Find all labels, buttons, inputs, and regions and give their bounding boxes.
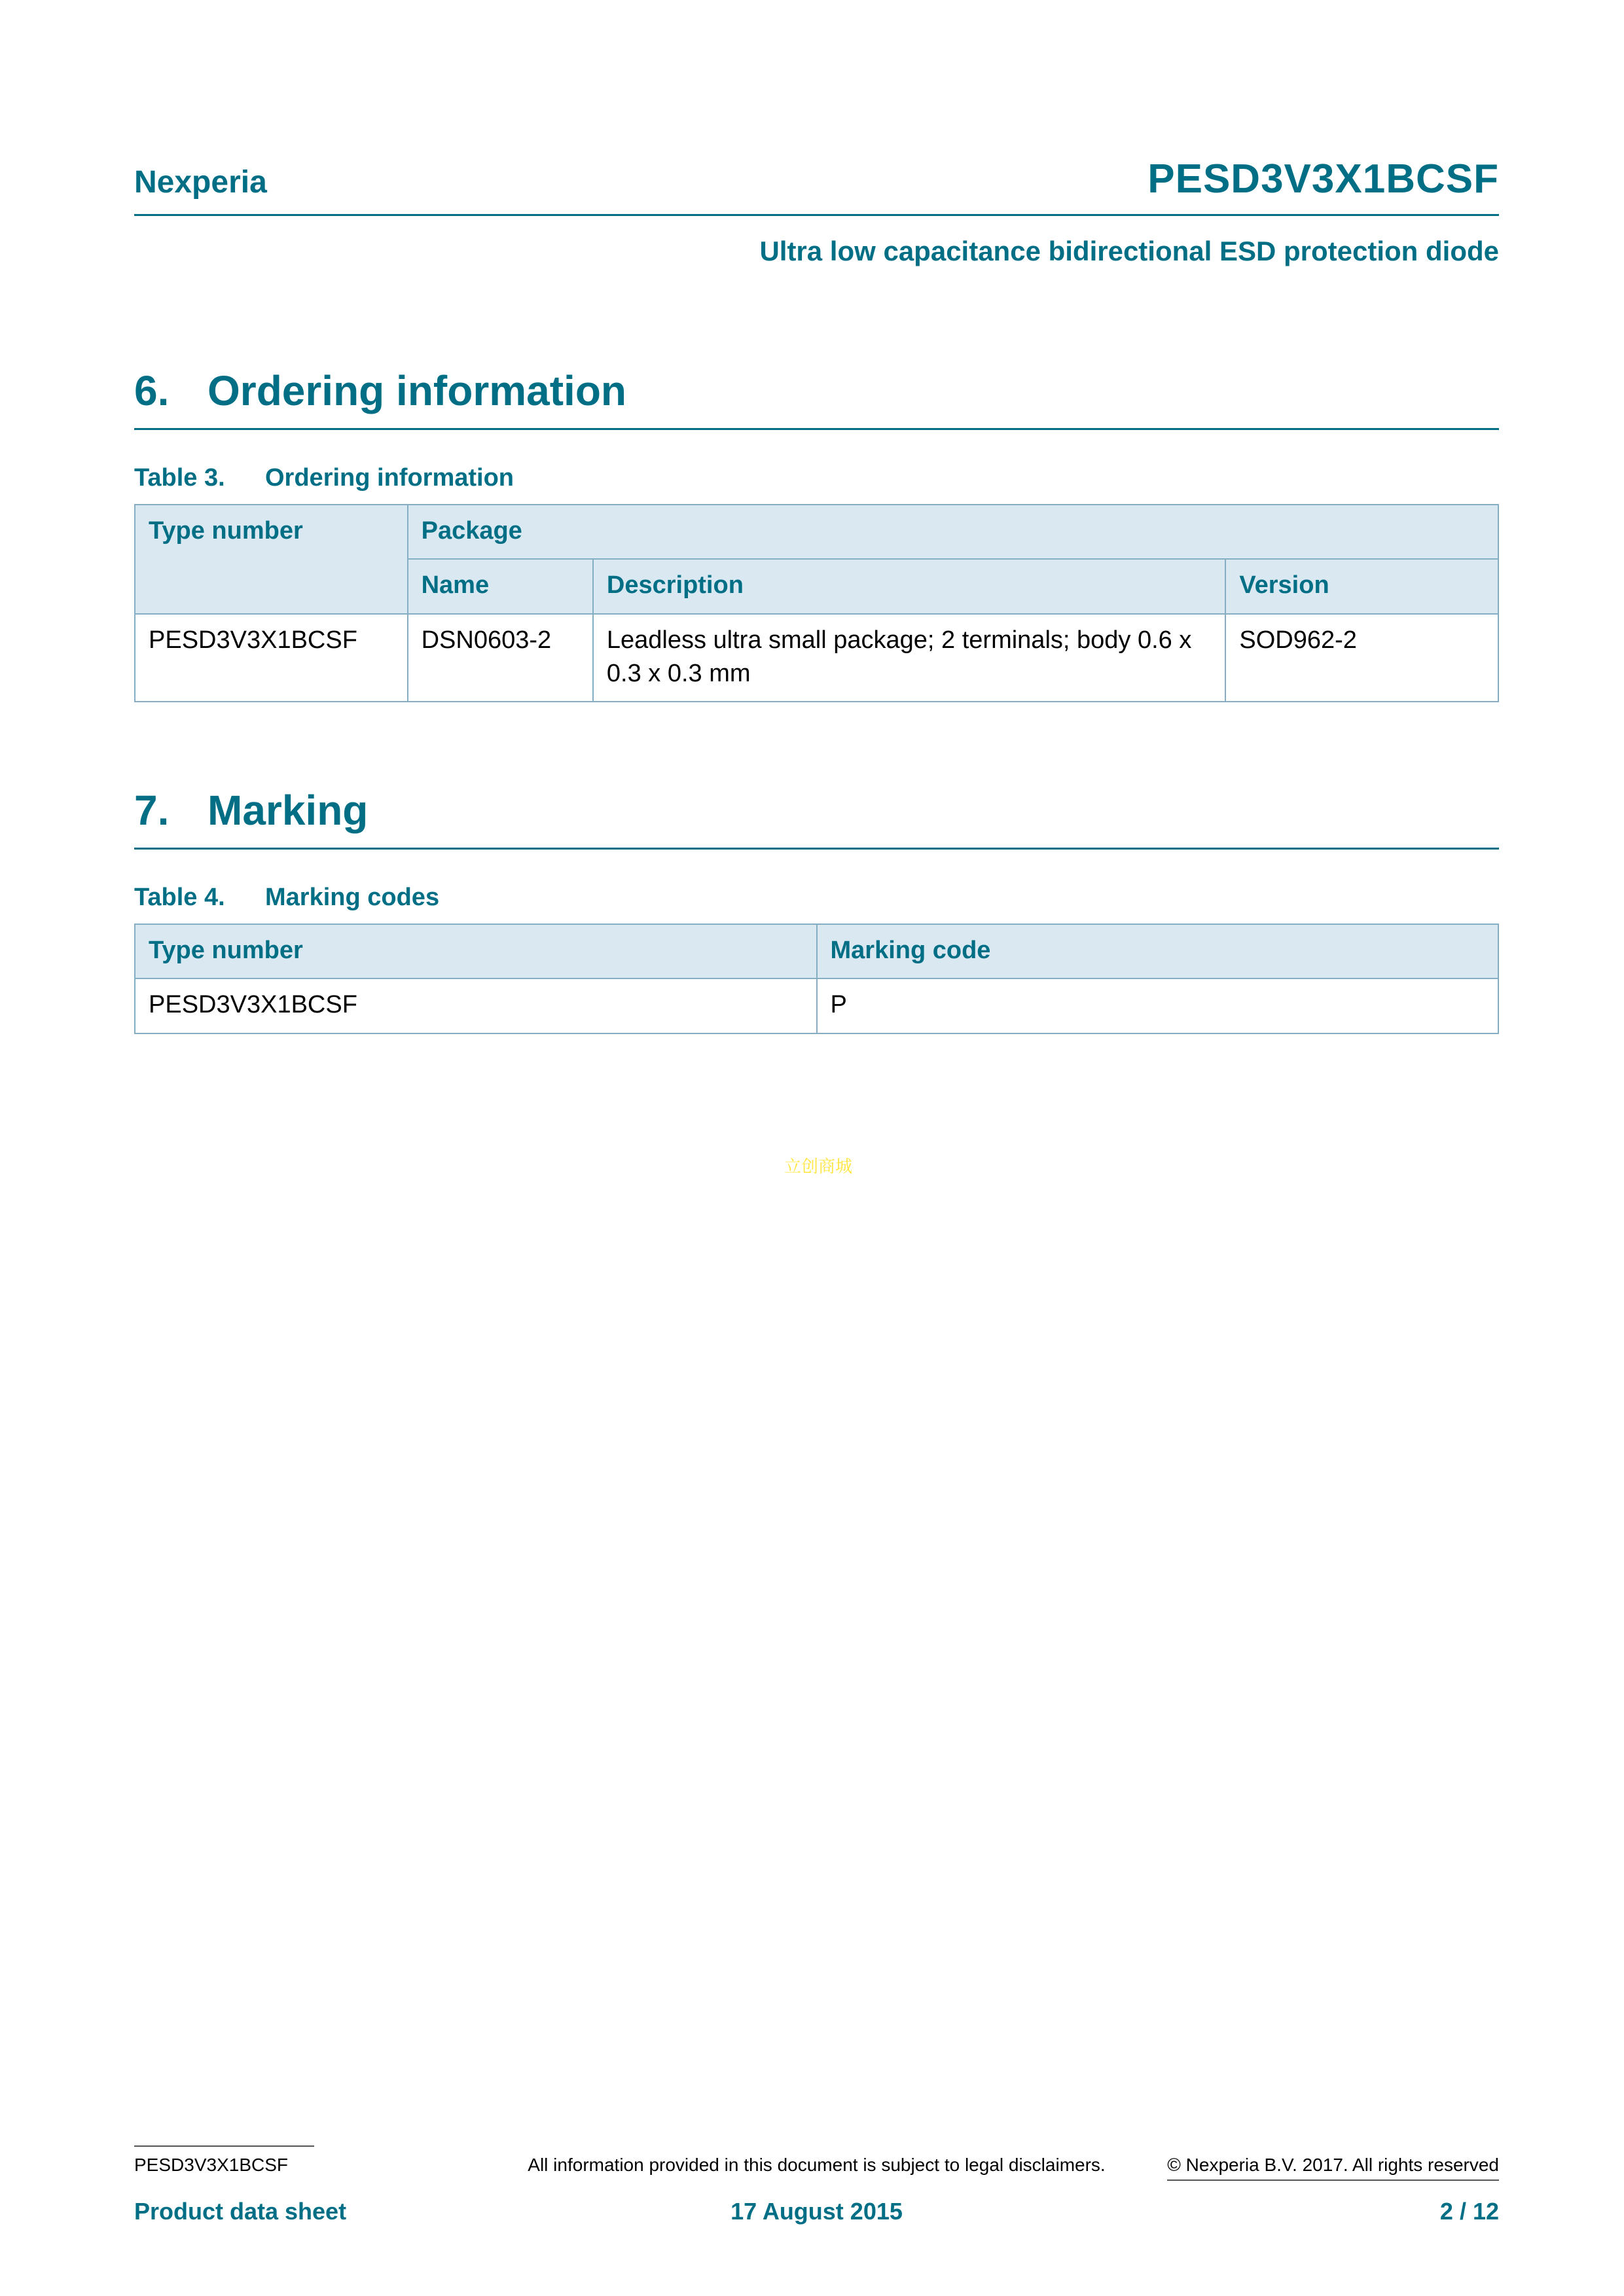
table-row xyxy=(135,978,1498,1033)
ordering-information-table xyxy=(134,504,1499,702)
table-header-row xyxy=(135,924,1498,978)
cell-type-number: PESD3V3X1BCSF xyxy=(135,614,408,702)
cell-version: SOD962-2 xyxy=(1225,614,1498,702)
table3-caption-label: Table 3. xyxy=(134,464,225,492)
section-heading-marking xyxy=(134,786,1499,834)
column-header-type-number: Type number xyxy=(135,924,817,978)
table3-caption-title: Ordering information xyxy=(265,464,514,492)
page-footer xyxy=(134,2145,1499,2225)
footer-date: 17 August 2015 xyxy=(731,2198,903,2225)
document-subtitle: Ultra low capacitance bidirectional ESD protection diode xyxy=(759,236,1499,266)
column-header-type-number: Type number xyxy=(135,505,408,614)
column-header-version: Version xyxy=(1225,559,1498,613)
section-title: Marking xyxy=(208,787,369,834)
table-row xyxy=(135,614,1498,702)
section-title: Ordering information xyxy=(208,367,626,414)
table4-caption xyxy=(134,884,1499,912)
table-header-row xyxy=(135,505,1498,559)
cell-package-name: DSN0603-2 xyxy=(408,614,593,702)
brand-name: Nexperia xyxy=(134,165,267,200)
column-header-package: Package xyxy=(408,505,1498,559)
section-divider xyxy=(134,848,1499,850)
section-divider xyxy=(134,428,1499,430)
footer-meta-row xyxy=(134,2198,1499,2225)
page-header xyxy=(134,156,1499,202)
section-heading-ordering-information xyxy=(134,367,1499,415)
column-header-name: Name xyxy=(408,559,593,613)
header-divider xyxy=(134,214,1499,216)
footer-copyright: © Nexperia B.V. 2017. All rights reserved xyxy=(1167,2155,1499,2181)
page-content xyxy=(134,0,1499,1034)
part-number-title: PESD3V3X1BCSF xyxy=(1147,156,1499,202)
section-number: 6. xyxy=(134,367,170,414)
cell-type-number: PESD3V3X1BCSF xyxy=(135,978,817,1033)
footer-disclaimer: All information provided in this document is subject to legal disclaimers. xyxy=(528,2155,1106,2175)
footer-type-number: PESD3V3X1BCSF xyxy=(134,2145,288,2176)
footer-doc-type: Product data sheet xyxy=(134,2198,347,2225)
column-header-description: Description xyxy=(593,559,1226,613)
footer-legal-row xyxy=(134,2145,1499,2181)
table4-caption-label: Table 4. xyxy=(134,884,225,912)
cell-marking-code: P xyxy=(817,978,1499,1033)
marking-codes-table xyxy=(134,924,1499,1034)
table4-caption-title: Marking codes xyxy=(265,884,440,912)
vendor-watermark: 立创商城 xyxy=(784,1157,853,1176)
footer-page-number: 2 / 12 xyxy=(1439,2198,1499,2225)
table3-caption xyxy=(134,464,1499,492)
footer-copyright-wrap xyxy=(1167,2155,1499,2181)
cell-package-description: Leadless ultra small package; 2 terminals; body 0.6 x 0.3 x 0.3 mm xyxy=(593,614,1226,702)
section-number: 7. xyxy=(134,787,170,834)
column-header-marking-code: Marking code xyxy=(817,924,1499,978)
